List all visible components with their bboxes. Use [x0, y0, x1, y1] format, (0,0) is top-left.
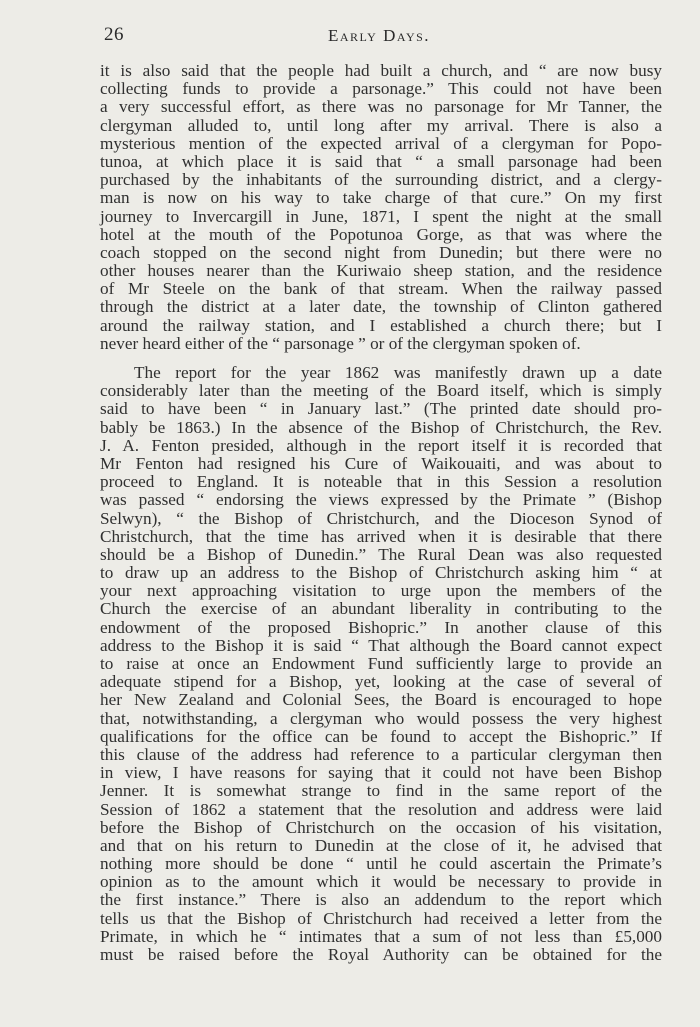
- text-line: through the district at a later date, the township of Clinton gathered: [100, 297, 662, 317]
- text-line: before the Bishop of Christchurch on the occasion of his visitation,: [100, 817, 662, 837]
- text-line: and that on his return to Dunedin at the close of it, he advised that: [100, 835, 662, 855]
- text-line: said to have been “ in January last.” (The printed date should pro-: [100, 399, 662, 419]
- text-line: to draw up an address to the Bishop of Christchurch asking him “ at: [100, 563, 662, 583]
- text-line: Mr Fenton had resigned his Cure of Waikouaiti, and was about to: [100, 453, 662, 473]
- text-line: clergyman alluded to, until long after my arrival. There is also a: [100, 115, 662, 135]
- text-line: was passed “ endorsing the views expressed by the Primate ” (Bishop: [100, 490, 662, 510]
- text-line: that, notwithstanding, a clergyman who would possess the very highest: [100, 708, 662, 728]
- text-line: around the railway station, and I established a church there; but I: [100, 315, 662, 335]
- text-line: Selwyn), “ the Bishop of Christchurch, and the Dioceson Synod of: [100, 508, 662, 528]
- paragraph: [100, 62, 662, 353]
- text-line: purchased by the inhabitants of the surrounding district, and a clergy-: [100, 170, 662, 190]
- text-line: her New Zealand and Colonial Sees, the Board is encouraged to hope: [100, 690, 662, 710]
- paragraph: [100, 364, 662, 964]
- page-header: [104, 24, 664, 50]
- text-line: nothing more should be done “ until he could ascertain the Primate’s: [100, 854, 662, 874]
- running-head: Early Days.: [328, 26, 431, 45]
- page-number: 26: [104, 24, 124, 45]
- text-line: must be raised before the Royal Authority can be obtained for the: [100, 945, 662, 964]
- text-line: bably be 1863.) In the absence of the Bishop of Christchurch, the Rev.: [100, 417, 662, 437]
- text-line: never heard either of the “ parsonage ” or of the clergyman spoken of.: [100, 333, 581, 353]
- text-line: this clause of the address had reference to a particular clergyman then: [100, 744, 662, 764]
- text-line: should be a Bishop of Dunedin.” The Rural Dean was also requested: [100, 544, 662, 564]
- text-line: J. A. Fenton presided, although in the report itself it is recorded that: [100, 435, 662, 455]
- text-line: adequate stipend for a Bishop, yet, looking at the case of several of: [100, 672, 662, 692]
- text-line: in view, I have reasons for saying that it could not have been Bishop: [100, 763, 662, 783]
- body-text: [100, 62, 662, 964]
- text-line: The report for the year 1862 was manifestly drawn up a date: [134, 363, 662, 382]
- text-line: to raise at once an Endowment Fund sufficiently large to provide an: [100, 654, 662, 673]
- text-line: mysterious mention of the expected arrival of a clergyman for Popo-: [100, 133, 662, 153]
- text-line: your next approaching visitation to urge upon the members of the: [100, 581, 662, 601]
- text-line: opinion as to the amount which it would be necessary to provide in: [100, 872, 662, 892]
- text-line: tells us that the Bishop of Christchurch had received a letter from the: [100, 908, 662, 928]
- text-line: man is now on his way to take charge of that cure.” On my first: [100, 188, 662, 208]
- text-line: collecting funds to provide a parsonage.” This could not have been: [100, 79, 662, 99]
- text-line: Jenner. It is somewhat strange to find in the same report of the: [100, 781, 662, 801]
- text-line: proceed to England. It is noteable that in this Session a resolution: [100, 472, 662, 492]
- text-line: Primate, in which he “ intimates that a sum of not less than £5,000: [100, 926, 662, 946]
- text-line: coach stopped on the second night from Dunedin; but there were no: [100, 242, 662, 262]
- text-line: other houses nearer than the Kuriwaio sheep station, and the residence: [100, 261, 662, 281]
- text-line: the first instance.” There is also an addendum to the report which: [100, 890, 662, 910]
- text-line: address to the Bishop it is said “ That although the Board cannot expect: [100, 635, 662, 655]
- text-line: considerably later than the meeting of the Board itself, which is simply: [100, 381, 662, 401]
- text-line: qualifications for the office can be found to accept the Bishopric.” If: [100, 726, 662, 746]
- text-line: Church the exercise of an abundant liberality in contributing to the: [100, 599, 662, 619]
- text-line: a very successful effort, as there was no parsonage for Mr Tanner, the: [100, 97, 662, 117]
- text-line: endowment of the proposed Bishopric.” In another clause of this: [100, 617, 662, 637]
- text-line: hotel at the mouth of the Popotunoa Gorge, as that was where the: [100, 224, 662, 244]
- text-line: journey to Invercargill in June, 1871, I spent the night at the small: [100, 206, 662, 226]
- text-line: Christchurch, that the time has arrived when it is desirable that there: [100, 526, 662, 546]
- text-line: of Mr Steele on the bank of that stream. When the railway passed: [100, 279, 662, 299]
- text-line: Session of 1862 a statement that the resolution and address were laid: [100, 799, 662, 819]
- text-line: it is also said that the people had built a church, and “ are now busy: [100, 61, 662, 80]
- text-line: tunoa, at which place it is said that “ a small parsonage had been: [100, 151, 662, 171]
